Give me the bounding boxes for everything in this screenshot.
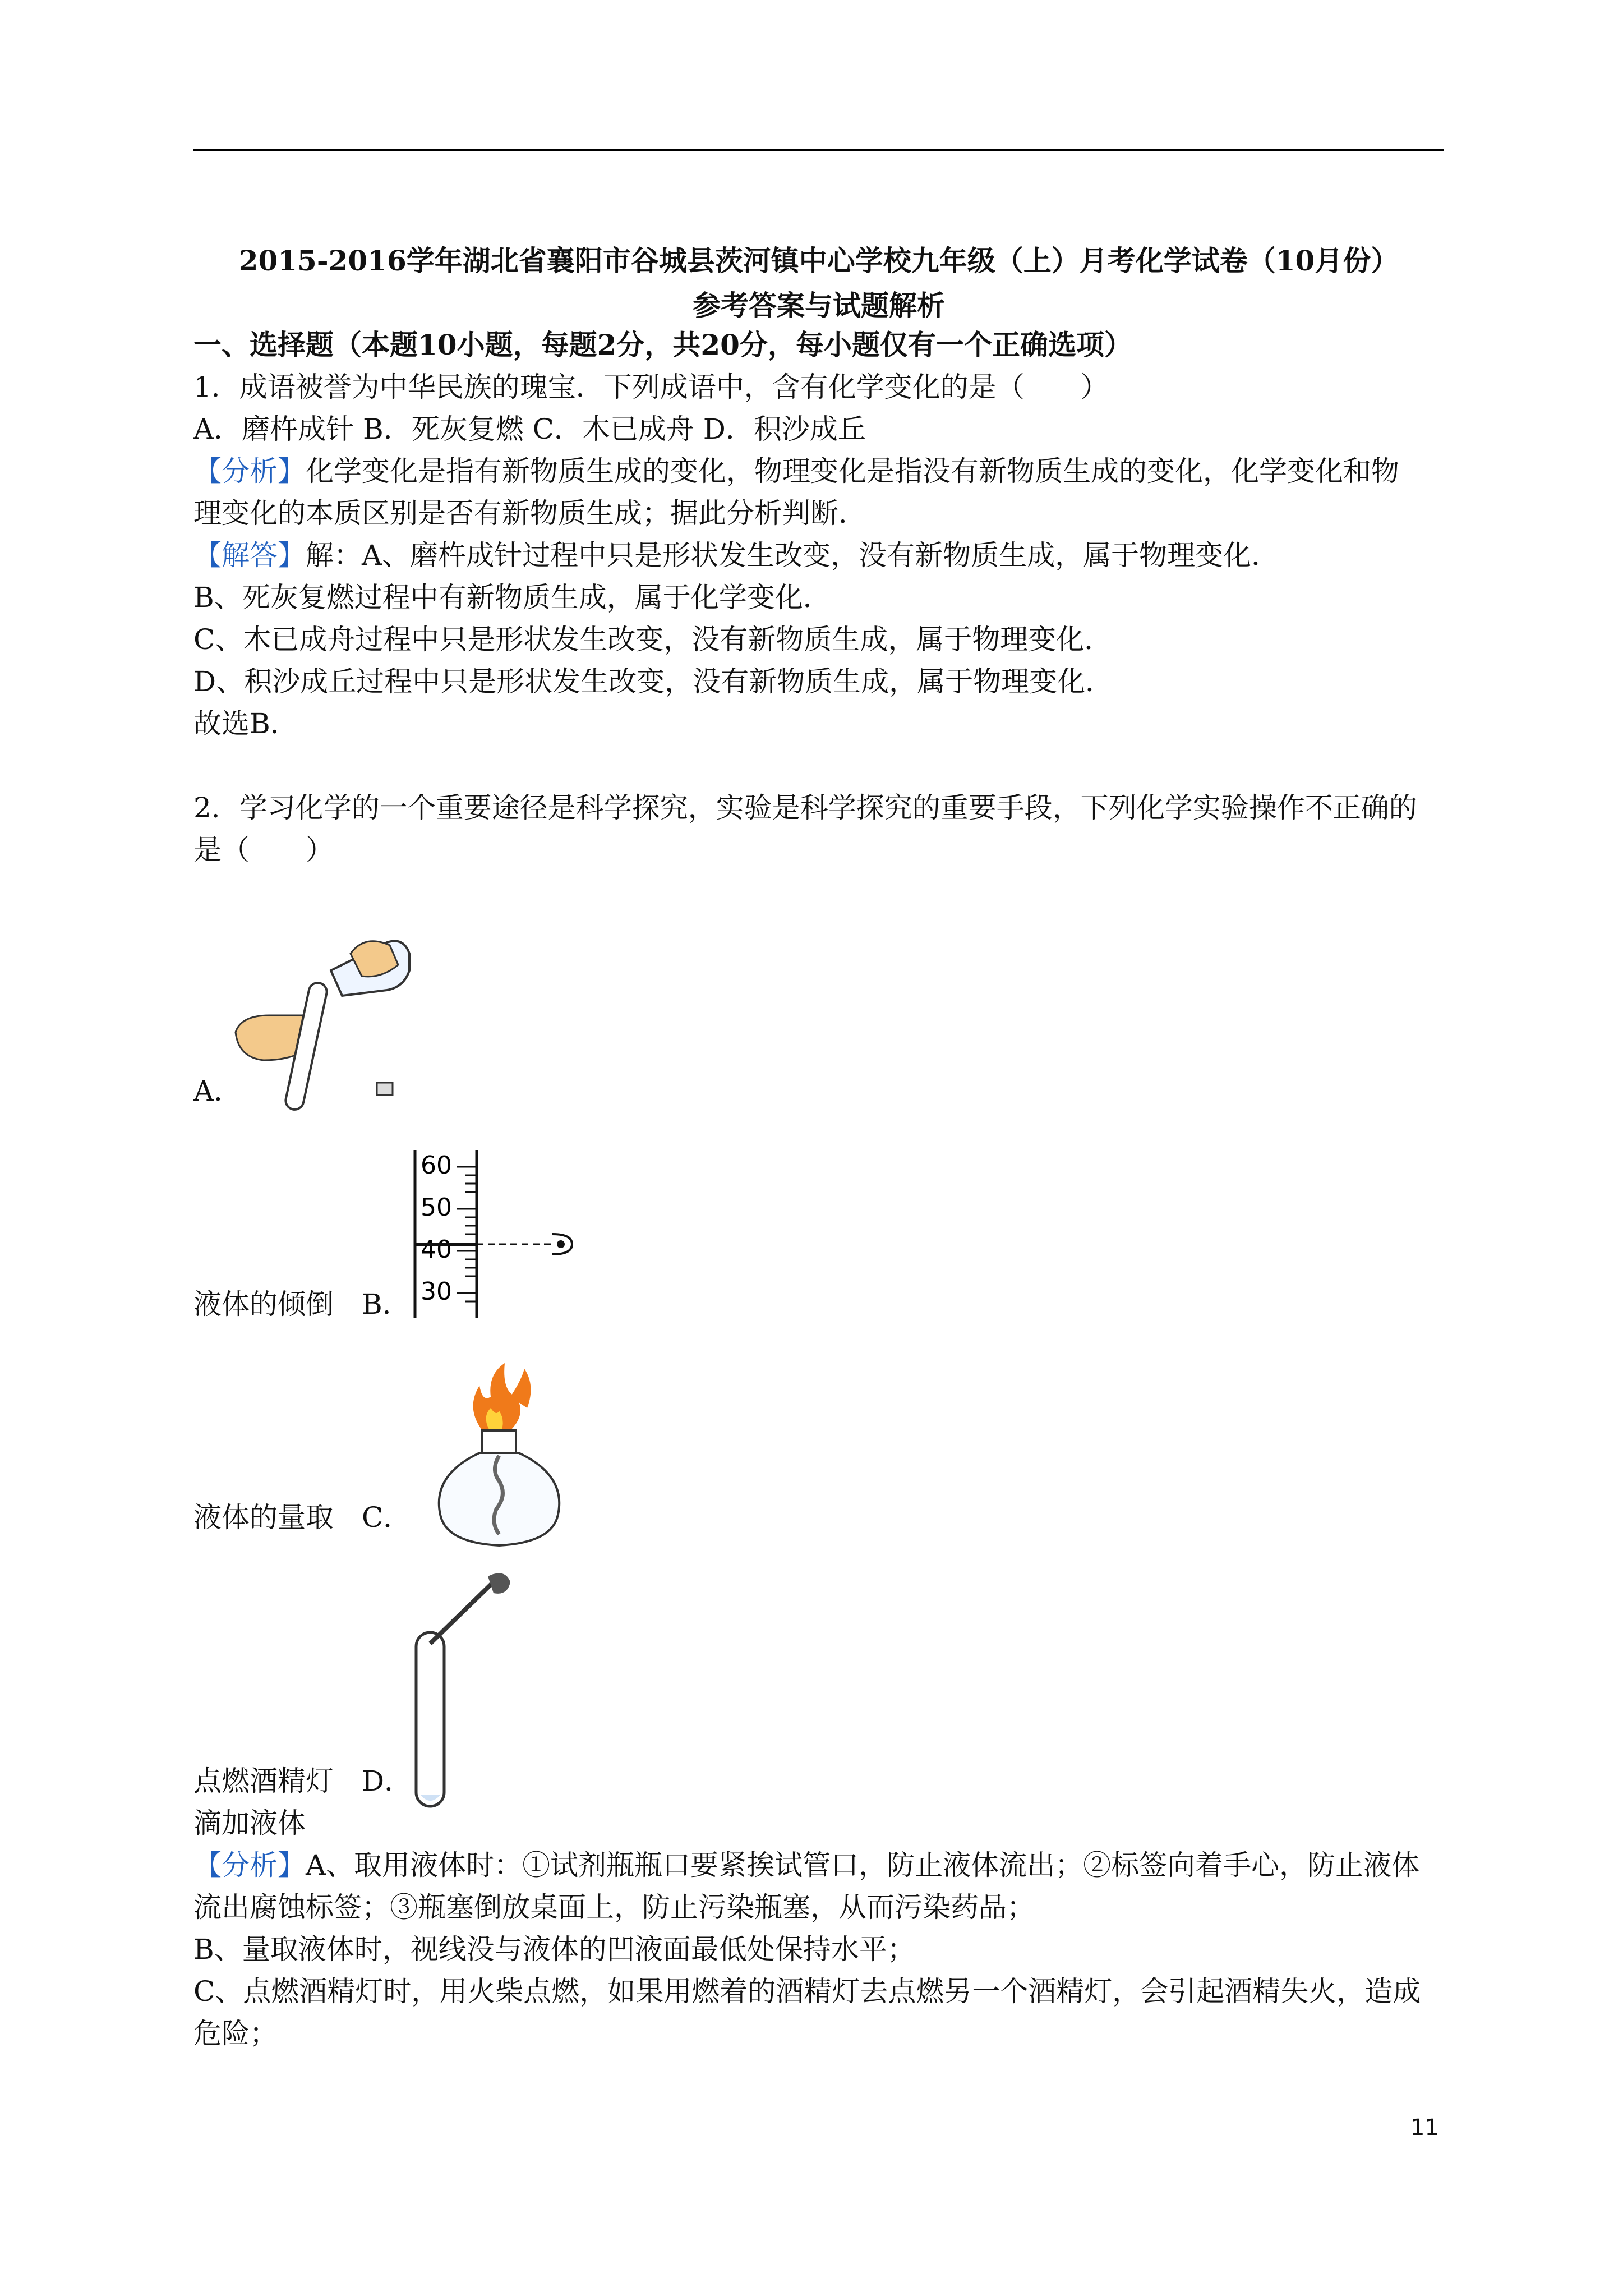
q2-analysis-line-5: 危险； xyxy=(193,2017,278,2050)
q2-analysis-line-3: B、量取液体时，视线没与液体的凹液面最低处保持水平； xyxy=(193,1933,915,1966)
tick-label-40: 40 xyxy=(421,1235,452,1264)
option-a-label: A． xyxy=(193,1075,242,1107)
q1-answer-line-2: B、死灰复燃过程中有新物质生成，属于化学变化． xyxy=(193,581,831,614)
option-c-label: 液体的量取 C． xyxy=(193,1501,412,1534)
analysis-text: A、取用液体时：①试剂瓶瓶口要紧挨试管口，防止液体流出；②标签向着手心，防止液体 xyxy=(306,1849,1420,1881)
analysis-text: 化学变化是指有新物质生成的变化，物理变化是指没有新物质生成的变化，化学变化和物 xyxy=(306,455,1399,487)
q1-answer-line-3: C、木已成舟过程中只是形状发生改变，没有新物质生成，属于物理变化． xyxy=(193,623,1113,656)
answer-text: 解：A、磨杵成针过程中只是形状发生改变，没有新物质生成，属于物理变化． xyxy=(306,539,1280,572)
section-heading: 一、选择题（本题10小题，每题2分，共20分，每小题仅有一个正确选项） xyxy=(193,328,1132,361)
document-title: 2015-2016学年湖北省襄阳市谷城县茨河镇中心学校九年级（上）月考化学试卷（10月份） xyxy=(238,244,1399,277)
graduated-cylinder-figure xyxy=(404,1150,583,1318)
q1-stem: 1．成语被誉为中华民族的瑰宝．下列成语中，含有化学变化的是（ ） xyxy=(193,371,1109,403)
q2-analysis-line-1 xyxy=(193,1848,1419,1882)
alcohol-lamp-figure xyxy=(426,1363,572,1548)
tick-label-50: 50 xyxy=(421,1193,452,1222)
tick-label-30: 30 xyxy=(421,1277,452,1306)
answer-tag: 【解答】 xyxy=(193,539,306,572)
tick-label-60: 60 xyxy=(421,1151,452,1180)
option-d-label: 点燃酒精灯 D． xyxy=(193,1765,413,1797)
q1-answer-line-5: 故选B． xyxy=(193,707,298,740)
q1-options: A．磨杵成针 B．死灰复燃 C．木已成舟 D．积沙成丘 xyxy=(193,413,866,445)
pouring-liquid-figure xyxy=(230,931,415,1111)
q2-analysis-line-4: C、点燃酒精灯时，用火柴点燃，如果用燃着的酒精灯去点燃另一个酒精灯，会引起酒精失火，造成 xyxy=(193,1975,1421,2008)
document-subtitle: 参考答案与试题解析 xyxy=(693,289,945,322)
option-d-text: 滴加液体 xyxy=(193,1807,306,1839)
dropper-tube-figure xyxy=(409,1571,522,1818)
analysis-tag: 【分析】 xyxy=(193,1849,306,1881)
header-rule xyxy=(193,149,1444,151)
q1-answer-line-1 xyxy=(193,539,1279,572)
option-b-label: 液体的倾倒 B． xyxy=(193,1288,411,1320)
q2-stem-line-2: 是（ ） xyxy=(193,834,334,866)
q1-analysis-line-2: 理变化的本质区别是否有新物质生成；据此分析判断． xyxy=(193,497,866,530)
analysis-tag: 【分析】 xyxy=(193,455,306,487)
q1-analysis-line-1 xyxy=(193,454,1399,488)
page-number: 11 xyxy=(1410,2115,1439,2141)
q1-answer-line-4: D、积沙成丘过程中只是形状发生改变，没有新物质生成，属于物理变化． xyxy=(193,665,1114,698)
q2-analysis-line-2: 流出腐蚀标签；③瓶塞倒放桌面上，防止污染瓶塞，从而污染药品； xyxy=(193,1891,1035,1924)
q2-stem-line-1: 2．学习化学的一个重要途径是科学探究，实验是科学探究的重要手段，下列化学实验操作不正确的 xyxy=(193,792,1417,824)
